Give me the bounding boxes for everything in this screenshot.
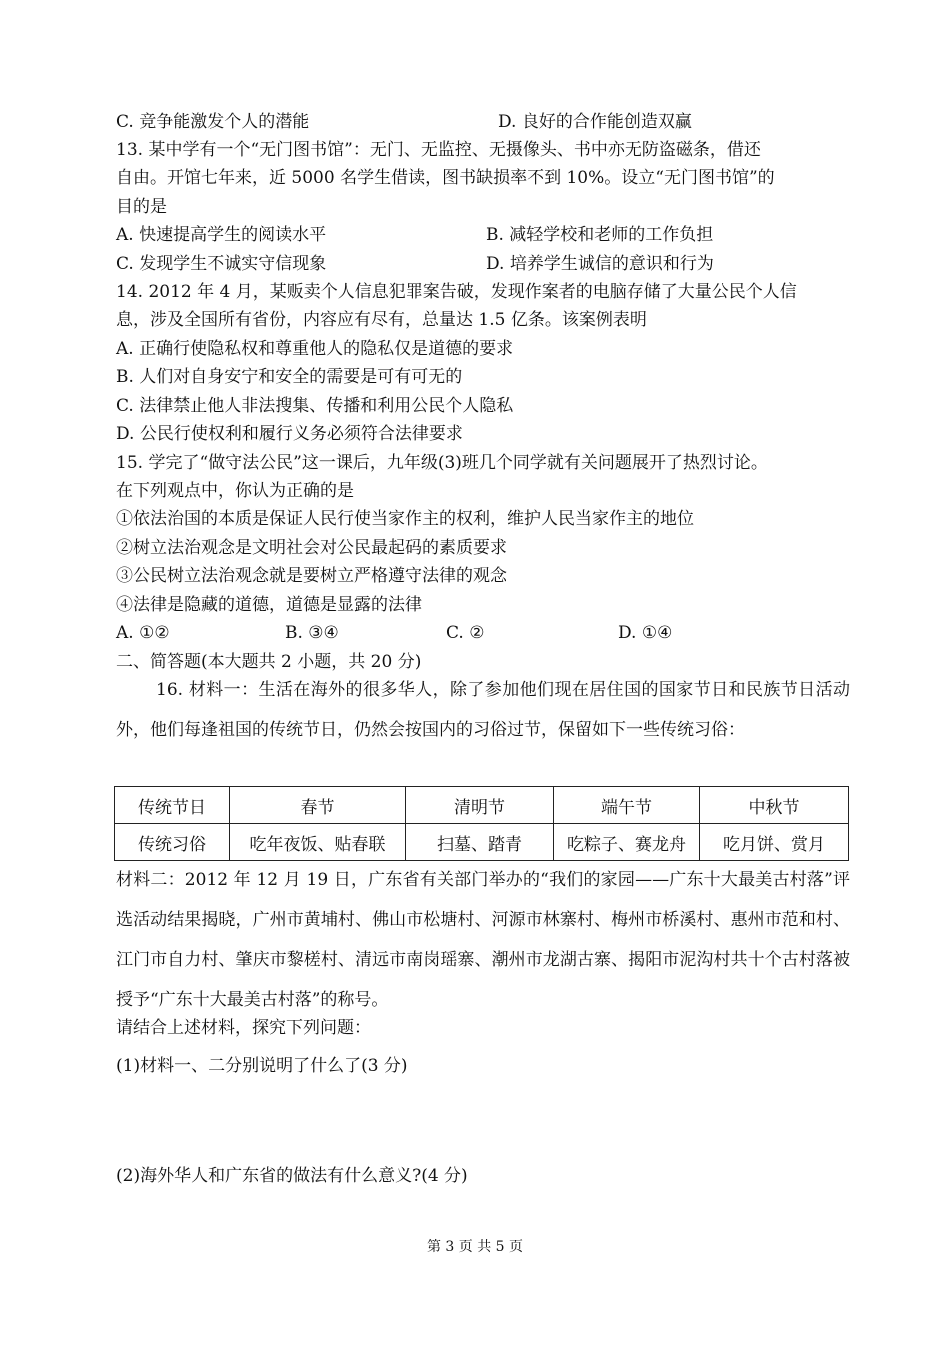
- table-cell: 传统节日: [115, 787, 230, 824]
- table-cell: 传统习俗: [115, 824, 230, 861]
- table-cell: 清明节: [406, 787, 554, 824]
- q15-option-a: A. ①②: [116, 623, 170, 643]
- q14-option-b: B. 人们对自身安宁和安全的需要是可有可无的: [116, 367, 463, 387]
- q15-stem-line1: 15. 学完了“做守法公民”这一课后，九年级(3)班几个同学就有关问题展开了热烈讨论。: [116, 453, 768, 473]
- q14-option-c: C. 法律禁止他人非法搜集、传播和利用公民个人隐私: [116, 396, 514, 416]
- festival-customs-table: [114, 786, 849, 861]
- table-row: [115, 824, 849, 861]
- q15-point-2: ②树立法治观念是文明社会对公民最起码的素质要求: [116, 538, 507, 558]
- table-cell: 吃月饼、赏月: [700, 824, 849, 861]
- q15-option-c: C. ②: [446, 623, 485, 643]
- q15-point-3: ③公民树立法治观念就是要树立严格遵守法律的观念: [116, 566, 507, 586]
- q16-sub-question-2: (2)海外华人和广东省的做法有什么意义?(4 分): [116, 1166, 468, 1186]
- q14-option-d: D. 公民行使权利和履行义务必须符合法律要求: [116, 424, 463, 444]
- q13-stem-line2: 自由。开馆七年来，近 5000 名学生借读，图书缺损率不到 10%。设立“无门图书馆”的: [116, 168, 775, 188]
- section-heading: 二、简答题(本大题共 2 小题，共 20 分): [116, 652, 422, 672]
- q14-option-a: A. 正确行使隐私权和尊重他人的隐私仅是道德的要求: [116, 339, 514, 359]
- q15-point-1: ①依法治国的本质是保证人民行使当家作主的权利，维护人民当家作主的地位: [116, 509, 694, 529]
- q16-prompt: 请结合上述材料，探究下列问题：: [116, 1018, 371, 1038]
- q14-stem-line1: 14. 2012 年 4 月，某贩卖个人信息犯罪案告破，发现作案者的电脑存储了大量公民个人信: [116, 282, 797, 302]
- q13-option-d: D. 培养学生诚信的意识和行为: [486, 254, 714, 274]
- q16-material-two: 材料二：2012 年 12 月 19 日，广东省有关部门举办的“我们的家园——广东十大最美古村落”评选活动结果揭晓，广州市黄埔村、佛山市松塘村、河源市林寨村、梅州市桥溪村、惠州市范和村、江门市自力村、肇庆市黎槎村、清远市南岗瑶寨、潮州市龙湖古寨、揭阳市泥沟村共十个古村落被授予“广东十大最美古村落”的称号。: [116, 870, 850, 1010]
- q16-sub-question-1: (1)材料一、二分别说明了什么了(3 分): [116, 1056, 408, 1076]
- q15-point-4: ④法律是隐藏的道德，道德是显露的法律: [116, 595, 422, 615]
- q15-stem-line2: 在下列观点中，你认为正确的是: [116, 481, 354, 501]
- table-cell: 吃粽子、赛龙舟: [554, 824, 700, 861]
- table-cell: 吃年夜饭、贴春联: [230, 824, 406, 861]
- q16-material-one: 16. 材料一：生活在海外的很多华人，除了参加他们现在居住国的国家节日和民族节日活动外，他们每逢祖国的传统节日，仍然会按国内的习俗过节，保留如下一些传统习俗：: [116, 680, 850, 740]
- q13-stem-line3: 目的是: [116, 197, 167, 217]
- q15-option-d: D. ①④: [618, 623, 673, 643]
- q13-option-a: A. 快速提高学生的阅读水平: [116, 225, 327, 245]
- q13-stem-line1: 13. 某中学有一个“无门图书馆”：无门、无监控、无摄像头、书中亦无防盗磁条，借还: [116, 140, 761, 160]
- table-cell: 春节: [230, 787, 406, 824]
- q14-stem-line2: 息，涉及全国所有省份，内容应有尽有，总量达 1.5 亿条。该案例表明: [116, 310, 647, 330]
- table-cell: 端午节: [554, 787, 700, 824]
- page-number: 第 3 页 共 5 页: [426, 1239, 524, 1255]
- table-cell: 扫墓、踏青: [406, 824, 554, 861]
- q15-option-b: B. ③④: [285, 623, 339, 643]
- q13-option-b: B. 减轻学校和老师的工作负担: [486, 225, 714, 245]
- table-row: [115, 787, 849, 824]
- q13-option-c: C. 发现学生不诚实守信现象: [116, 254, 327, 274]
- q12-option-d: D. 良好的合作能创造双赢: [498, 112, 692, 132]
- table-cell: 中秋节: [700, 787, 849, 824]
- q12-option-c: C. 竞争能激发个人的潜能: [116, 112, 310, 132]
